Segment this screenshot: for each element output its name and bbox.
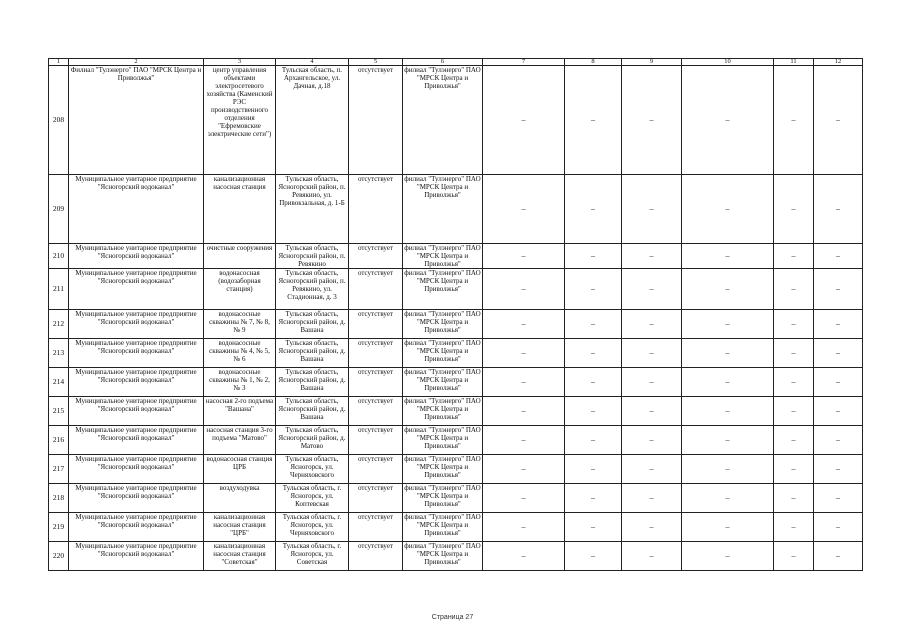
column-header-11: 11 [774, 59, 814, 66]
row-number: 208 [49, 66, 69, 175]
status-cell: отсутствует [349, 455, 403, 484]
empty-value-cell: – [682, 244, 774, 269]
empty-value-cell: – [622, 455, 682, 484]
organization-cell: Муниципальное унитарное предприятие "Ясногорский водоканал" [69, 542, 204, 571]
empty-value-cell: – [483, 455, 565, 484]
row-number: 209 [49, 175, 69, 244]
empty-value-cell: – [483, 269, 565, 310]
status-cell: отсутствует [349, 269, 403, 310]
owner-cell: филиал "Тулэнерго" ПАО "МРСК Центра и Приволжья" [403, 66, 483, 175]
empty-value-cell: – [483, 542, 565, 571]
column-header-3: 3 [204, 59, 276, 66]
address-cell: Тульская область, Ясногорск, ул. Черняховского [276, 455, 349, 484]
address-cell: Тульская область, Ясногорский район, д. Матово [276, 426, 349, 455]
empty-value-cell: – [565, 368, 622, 397]
empty-value-cell: – [565, 339, 622, 368]
column-header-10: 10 [682, 59, 774, 66]
table-row [49, 269, 863, 310]
status-cell: отсутствует [349, 513, 403, 542]
table-row [49, 368, 863, 397]
empty-value-cell: – [682, 426, 774, 455]
status-cell: отсутствует [349, 426, 403, 455]
organization-cell: Муниципальное унитарное предприятие "Ясногорский водоканал" [69, 269, 204, 310]
empty-value-cell: – [682, 397, 774, 426]
object-cell: очистные сооружения [204, 244, 276, 269]
column-header-9: 9 [622, 59, 682, 66]
status-cell: отсутствует [349, 484, 403, 513]
address-cell: Тульская область, Ясногорский район, п. Ревякино, ул. Привокзальная, д. 1-Б [276, 175, 349, 244]
empty-value-cell: – [565, 175, 622, 244]
object-cell: канализационная насосная станция "Советская" [204, 542, 276, 571]
object-cell: канализационная насосная станция "ЦРБ" [204, 513, 276, 542]
empty-value-cell: – [814, 542, 863, 571]
empty-value-cell: – [682, 269, 774, 310]
empty-value-cell: – [814, 269, 863, 310]
table-row [49, 455, 863, 484]
empty-value-cell: – [622, 66, 682, 175]
empty-value-cell: – [483, 513, 565, 542]
empty-value-cell: – [622, 175, 682, 244]
header-row [49, 59, 863, 66]
table-row [49, 339, 863, 368]
organization-cell: Муниципальное унитарное предприятие "Ясногорский водоканал" [69, 244, 204, 269]
owner-cell: филиал "Тулэнерго" ПАО "МРСК Центра и Приволжья" [403, 339, 483, 368]
status-cell: отсутствует [349, 175, 403, 244]
table-body [49, 59, 863, 571]
empty-value-cell: – [565, 455, 622, 484]
status-cell: отсутствует [349, 310, 403, 339]
empty-value-cell: – [565, 513, 622, 542]
address-cell: Тульская область, Ясногорский район, д. Вашана [276, 397, 349, 426]
empty-value-cell: – [682, 339, 774, 368]
column-header-5: 5 [349, 59, 403, 66]
object-cell: воздуходувка [204, 484, 276, 513]
document-table-area [48, 58, 862, 566]
empty-value-cell: – [814, 484, 863, 513]
empty-value-cell: – [622, 269, 682, 310]
empty-value-cell: – [622, 426, 682, 455]
page-number: Страница 27 [431, 614, 474, 621]
address-cell: Тульская область, г. Ясногорск, ул. Коптевская [276, 484, 349, 513]
owner-cell: филиал "Тулэнерго" ПАО "МРСК Центра и Приволжья" [403, 310, 483, 339]
empty-value-cell: – [814, 426, 863, 455]
owner-cell: филиал "Тулэнерго" ПАО "МРСК Центра и Приволжья" [403, 426, 483, 455]
empty-value-cell: – [483, 310, 565, 339]
empty-value-cell: – [682, 455, 774, 484]
column-header-8: 8 [565, 59, 622, 66]
empty-value-cell: – [565, 66, 622, 175]
empty-value-cell: – [622, 339, 682, 368]
empty-value-cell: – [682, 66, 774, 175]
address-cell: Тульская область, Ясногорский район, д. Вашана [276, 368, 349, 397]
empty-value-cell: – [774, 397, 814, 426]
owner-cell: филиал "Тулэнерго" ПАО "МРСК Центра и Приволжья" [403, 455, 483, 484]
owner-cell: филиал "Тулэнерго" ПАО "МРСК Центра и Приволжья" [403, 269, 483, 310]
table-row [49, 66, 863, 175]
empty-value-cell: – [814, 310, 863, 339]
empty-value-cell: – [682, 310, 774, 339]
status-cell: отсутствует [349, 397, 403, 426]
owner-cell: филиал "Тулэнерго" ПАО "МРСК Центра и Приволжья" [403, 175, 483, 244]
empty-value-cell: – [622, 513, 682, 542]
table-row [49, 542, 863, 571]
row-number: 218 [49, 484, 69, 513]
empty-value-cell: – [814, 368, 863, 397]
status-cell: отсутствует [349, 339, 403, 368]
object-cell: водонасосная станция ЦРБ [204, 455, 276, 484]
row-number: 210 [49, 244, 69, 269]
empty-value-cell: – [483, 175, 565, 244]
owner-cell: филиал "Тулэнерго" ПАО "МРСК Центра и Приволжья" [403, 513, 483, 542]
empty-value-cell: – [774, 339, 814, 368]
row-number: 217 [49, 455, 69, 484]
empty-value-cell: – [565, 244, 622, 269]
table-row [49, 484, 863, 513]
empty-value-cell: – [814, 513, 863, 542]
owner-cell: филиал "Тулэнерго" ПАО "МРСК Центра и Приволжья" [403, 484, 483, 513]
empty-value-cell: – [622, 368, 682, 397]
owner-cell: филиал "Тулэнерго" ПАО "МРСК Центра и Приволжья" [403, 397, 483, 426]
empty-value-cell: – [483, 397, 565, 426]
empty-value-cell: – [774, 542, 814, 571]
organization-cell: Муниципальное унитарное предприятие "Ясногорский водоканал" [69, 339, 204, 368]
column-header-4: 4 [276, 59, 349, 66]
address-cell: Тульская область, Ясногорский район, д. Вашана [276, 310, 349, 339]
empty-value-cell: – [814, 397, 863, 426]
column-header-2: 2 [69, 59, 204, 66]
empty-value-cell: – [682, 484, 774, 513]
empty-value-cell: – [682, 175, 774, 244]
empty-value-cell: – [774, 513, 814, 542]
table-row [49, 310, 863, 339]
empty-value-cell: – [565, 426, 622, 455]
empty-value-cell: – [622, 542, 682, 571]
organization-cell: Муниципальное унитарное предприятие "Ясногорский водоканал" [69, 397, 204, 426]
empty-value-cell: – [622, 484, 682, 513]
address-cell: Тульская область, Ясногорский район, д. Вашана [276, 339, 349, 368]
object-cell: водонасосная (водозаборная станция) [204, 269, 276, 310]
table-row [49, 397, 863, 426]
row-number: 212 [49, 310, 69, 339]
row-number: 219 [49, 513, 69, 542]
column-header-7: 7 [483, 59, 565, 66]
status-cell: отсутствует [349, 66, 403, 175]
empty-value-cell: – [565, 397, 622, 426]
object-cell: насосная 2-го подъема "Вашана" [204, 397, 276, 426]
empty-value-cell: – [774, 368, 814, 397]
status-cell: отсутствует [349, 244, 403, 269]
column-header-1: 1 [49, 59, 69, 66]
empty-value-cell: – [483, 339, 565, 368]
owner-cell: филиал "Тулэнерго" ПАО "МРСК Центра и Приволжья" [403, 542, 483, 571]
objects-table [48, 58, 863, 571]
address-cell: Тульская область, г. Ясногорск, ул. Черняховского [276, 513, 349, 542]
address-cell: Тульская область, Ясногорский район, п. Ревякино [276, 244, 349, 269]
empty-value-cell: – [565, 310, 622, 339]
row-number: 216 [49, 426, 69, 455]
table-row [49, 426, 863, 455]
table-row [49, 175, 863, 244]
object-cell: канализационная насосная станция [204, 175, 276, 244]
table-row [49, 244, 863, 269]
empty-value-cell: – [622, 310, 682, 339]
empty-value-cell: – [774, 310, 814, 339]
empty-value-cell: – [682, 542, 774, 571]
table-row [49, 513, 863, 542]
empty-value-cell: – [483, 368, 565, 397]
organization-cell: Муниципальное унитарное предприятие "Ясногорский водоканал" [69, 484, 204, 513]
empty-value-cell: – [814, 244, 863, 269]
empty-value-cell: – [622, 244, 682, 269]
empty-value-cell: – [814, 66, 863, 175]
row-number: 211 [49, 269, 69, 310]
empty-value-cell: – [682, 368, 774, 397]
empty-value-cell: – [814, 455, 863, 484]
column-header-12: 12 [814, 59, 863, 66]
organization-cell: Муниципальное унитарное предприятие "Ясногорский водоканал" [69, 455, 204, 484]
empty-value-cell: – [483, 426, 565, 455]
row-number: 220 [49, 542, 69, 571]
organization-cell: Муниципальное унитарное предприятие "Ясногорский водоканал" [69, 310, 204, 339]
status-cell: отсутствует [349, 542, 403, 571]
empty-value-cell: – [774, 66, 814, 175]
owner-cell: филиал "Тулэнерго" ПАО "МРСК Центра и Приволжья" [403, 368, 483, 397]
empty-value-cell: – [774, 426, 814, 455]
row-number: 213 [49, 339, 69, 368]
object-cell: водонасосные скважины № 4, № 5, № 6 [204, 339, 276, 368]
empty-value-cell: – [483, 66, 565, 175]
object-cell: водонасосные скважины № 7, № 8, № 9 [204, 310, 276, 339]
object-cell: водонасосные скважины № 1, № 2, № 3 [204, 368, 276, 397]
empty-value-cell: – [814, 339, 863, 368]
empty-value-cell: – [774, 484, 814, 513]
row-number: 215 [49, 397, 69, 426]
organization-cell: Муниципальное унитарное предприятие "Ясногорский водоканал" [69, 513, 204, 542]
object-cell: центр управления объектами электросетевого хозяйства (Каменский РЭС производственного отделения "Ефремовские электрические сети") [204, 66, 276, 175]
organization-cell: Муниципальное унитарное предприятие "Ясногорский водоканал" [69, 368, 204, 397]
owner-cell: филиал "Тулэнерго" ПАО "МРСК Центра и Приволжья" [404, 244, 481, 268]
empty-value-cell: – [814, 175, 863, 244]
empty-value-cell: – [565, 484, 622, 513]
empty-value-cell: – [622, 397, 682, 426]
address-cell: Тульская область, Ясногорский район, п. Ревякино, ул. Стадионная, д. 3 [276, 269, 349, 310]
empty-value-cell: – [774, 175, 814, 244]
empty-value-cell: – [483, 484, 565, 513]
organization-cell: Муниципальное унитарное предприятие "Ясногорский водоканал" [69, 175, 204, 244]
object-cell: насосная станция 3-го подъема "Матово" [204, 426, 276, 455]
empty-value-cell: – [565, 542, 622, 571]
empty-value-cell: – [774, 244, 814, 269]
organization-cell: Муниципальное унитарное предприятие "Ясногорский водоканал" [69, 426, 204, 455]
empty-value-cell: – [565, 269, 622, 310]
address-cell: Тульская область, г. Ясногорск, ул. Советская [276, 542, 349, 571]
organization-cell: Филиал "Тулэнерго" ПАО "МРСК Центра и Приволжья" [69, 66, 204, 175]
address-cell: Тульская область, п. Архангельское, ул. Дачная, д.18 [276, 66, 349, 175]
row-number: 214 [49, 368, 69, 397]
column-header-6: 6 [403, 59, 483, 66]
empty-value-cell: – [682, 513, 774, 542]
empty-value-cell: – [774, 269, 814, 310]
empty-value-cell: – [774, 455, 814, 484]
empty-value-cell: – [483, 244, 565, 269]
status-cell: отсутствует [349, 368, 403, 397]
